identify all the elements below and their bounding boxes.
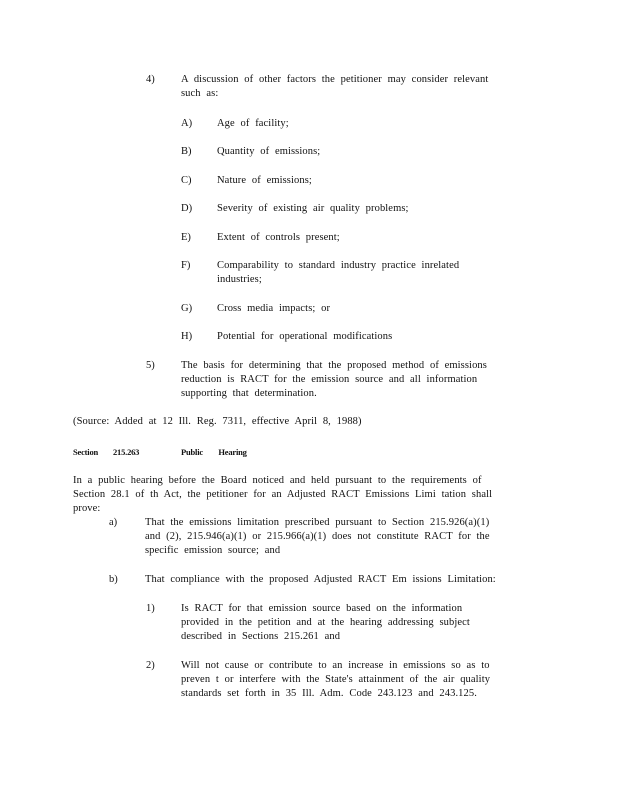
subitem-text: Age of facility; (217, 118, 289, 129)
subitem-text: Comparability to standard industry practice inrelated (217, 260, 460, 271)
intro-line1: In a public hearing before the Board noticed and held pursuant to the requirements of (73, 475, 482, 486)
subitem-letter: A) (181, 118, 193, 129)
item-5-text-line2: reduction is RACT for the emission source and all information (181, 374, 478, 385)
section-number: 215.263 (113, 447, 140, 457)
source-note: (Source: Added at 12 Ill. Reg. 7311, effective April 8, 1988) (73, 416, 362, 427)
item-b1-line3: described in Sections 215.261 and (181, 631, 341, 642)
item-b1-line1: Is RACT for that emission source based on the information (181, 603, 463, 614)
subitem-letter: C) (181, 175, 192, 186)
item-a-letter: a) (109, 517, 118, 528)
subitem-text: Quantity of emissions; (217, 146, 321, 157)
item-b2-line3: standards set forth in 35 Ill. Adm. Code 243.123 and 243.125. (181, 688, 477, 699)
item-b-letter: b) (109, 574, 118, 585)
item-a-line3: specific emission source; and (145, 545, 281, 556)
subitem-text: Severity of existing air quality problems; (217, 203, 409, 214)
subitem-text: Extent of controls present; (217, 232, 340, 243)
item-b1-number: 1) (146, 603, 155, 614)
item-4-number: 4) (146, 74, 155, 85)
item-5-number: 5) (146, 360, 155, 371)
subitem-letter: D) (181, 203, 193, 214)
subitem-letter: G) (181, 303, 193, 314)
item-a-line2: and (2), 215.946(a)(1) or 215.966(a)(1) does not constitute RACT for the (145, 531, 490, 542)
item-4-text-line2: such as: (181, 88, 219, 99)
item-a-line1: That the emissions limitation prescribed pursuant to Section 215.926(a)(1) (145, 517, 490, 528)
subitem-text: Nature of emissions; (217, 175, 312, 186)
subitem-letter: E) (181, 232, 191, 243)
item-b2-line2: preven t or interfere with the State's attainment of the air quality (181, 674, 491, 685)
item-b-line1: That compliance with the proposed Adjusted RACT Em issions Limitation: (145, 574, 496, 585)
subitem-letter: B) (181, 146, 192, 157)
subitem-letter: H) (181, 331, 193, 342)
section-label: Section (73, 447, 99, 457)
item-5-text-line1: The basis for determining that the proposed method of emissions (181, 360, 487, 371)
subitem-text-line2: industries; (217, 274, 262, 285)
intro-line2: Section 28.1 of th Act, the petitioner for an Adjusted RACT Emissions Limi tation shall (73, 489, 493, 500)
item-b1-line2: provided in the petition and at the hearing addressing subject (181, 617, 470, 628)
item-b2-number: 2) (146, 660, 155, 671)
subitem-letter: F) (181, 260, 191, 271)
intro-line3: prove: (73, 503, 101, 514)
subitem-text: Potential for operational modifications (217, 331, 393, 342)
item-4-text-line1: A discussion of other factors the petitioner may consider relevant (181, 74, 489, 85)
item-5-text-line3: supporting that determination. (181, 388, 317, 399)
subitem-text: Cross media impacts; or (217, 303, 331, 314)
section-title: Public Hearing (181, 447, 247, 457)
item-b2-line1: Will not cause or contribute to an increase in emissions so as to (181, 660, 490, 671)
